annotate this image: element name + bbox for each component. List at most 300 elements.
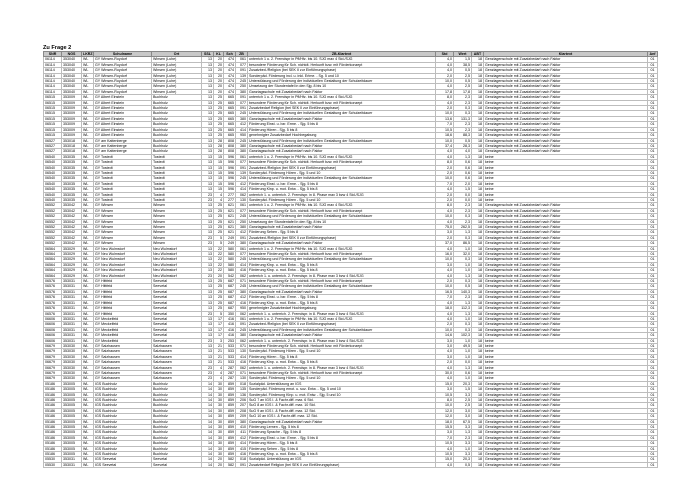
table-cell: 25 [214,284,224,289]
table-cell: 4,0 [436,100,454,105]
table-cell: 18 [472,462,484,467]
table-cell: 287 [224,376,236,381]
table-cell: Buchholz [152,381,202,386]
table-cell: 3,3 [454,441,472,446]
table-cell: 1,3 [454,430,472,435]
table-cell: 06540 [44,165,62,170]
table-cell: 665 [224,133,236,138]
table-cell: 091 [236,165,248,170]
table-cell: 67,5 [454,419,472,424]
table-cell: Winsen (Luhe) [152,62,202,67]
table-cell: 13 [202,100,214,105]
table-cell: 06576 [44,306,62,311]
table-cell: unterrich 1. u. unterrich. 2. Fremdspr. in 8. Phase max 3 bzw 4 Std./SJG [248,311,436,316]
table-cell: 06606 [44,316,62,321]
table-cell: 06540 [44,181,62,186]
column-header: Anf [649,52,656,56]
table-cell: 0,3 [454,327,472,332]
table-cell: GY Meckelfeld [94,338,152,343]
table-cell: Ganztagsschule mit Zusatzbedarf nach Faktor [248,289,436,294]
table-cell: 414 [236,187,248,192]
table-cell: Ganztagsschule mit Zusatzbedarf nach Faktor [248,333,436,338]
table-cell: 06606 [44,338,62,343]
table-cell: 353030 [62,354,82,359]
table-cell: Winsen [152,219,202,224]
table-body [44,57,658,468]
table-cell: Zusatzbedarf Religion (bei SEK II zur Einführungsphase) [248,106,436,111]
table-cell: 01 [648,333,658,338]
table-cell: 18 [472,311,484,316]
table-cell: 350 [224,311,236,316]
table-cell: keine [484,192,648,197]
table-cell: 2,3 [454,435,472,440]
table-cell: GY Winsen-Roydorf [94,79,152,84]
table-cell: Genzlagenschule mit Zusatzbedarf nach Faktor [484,246,648,251]
table-cell: 49,5 [454,343,472,348]
table-cell: 4 [214,370,224,375]
table-cell: 2,0 [436,197,454,202]
table-cell: Förderung Einst. u. bzr. Erme. - Sjg. 5 bis 8 [248,181,436,186]
table-cell: Seevetal [152,306,202,311]
table-cell: Tostedt [152,165,202,170]
table-cell: 2,3 [454,122,472,127]
data-table [43,51,658,468]
table-cell: 416 [236,452,248,457]
table-cell: Buchholz [152,149,202,154]
table-cell: 580 [224,262,236,267]
table-cell: 14 [202,419,214,424]
table-cell: 01 [648,111,658,116]
table-cell: Genzlagenschule mit Zusatzbedarf nach Faktor [484,95,648,100]
table-cell: Förderung Einst. u. bzr. Erme. - Sjg. 5 bis 8 [248,122,436,127]
table-cell: 01 [648,419,658,424]
table-cell: 139 [236,170,248,175]
table-cell: 353042 [62,219,82,224]
table-cell: 7,0 [436,122,454,127]
table-cell: 135 [236,387,248,392]
table-cell: 01 [648,338,658,343]
table-cell: genehmigter Zusatzbedarf Hochbegabung [248,306,436,311]
table-cell: 23 [202,241,214,246]
table-cell: 353005 [62,414,82,419]
table-cell: 25 [214,225,224,230]
table-cell: 18 [472,176,484,181]
table-cell: 13 [202,279,214,284]
table-cell: 859 [224,452,236,457]
table-cell: 353040 [62,68,82,73]
table-cell: Seevetal [152,289,202,294]
table-cell: GY Salzhausen [94,376,152,381]
table-cell: WL [82,116,94,121]
table-cell: 13 [202,327,214,332]
table-cell: WL [82,235,94,240]
table-cell: 05530 [44,462,62,467]
table-cell: 621 [224,208,236,213]
table-cell: 18 [472,387,484,392]
table-cell: 10,0 [436,138,454,143]
table-cell: Genzlagenschule mit Zusatzbedarf nach Faktor [484,414,648,419]
table-cell: GY Albert Einstein [94,106,152,111]
table-cell: 2,3 [454,100,472,105]
table-cell: WL [82,414,94,419]
table-cell: 3,0 [436,338,454,343]
table-cell: Buchholz [152,138,202,143]
table-cell: 28 [214,143,224,148]
table-cell: 18 [472,143,484,148]
table-cell: 277 [224,192,236,197]
table-cell: 18,0 [436,306,454,311]
table-cell: 13 [202,73,214,78]
table-cell: Genzlagenschule mit Zusatzbedarf nach Faktor [484,138,648,143]
table-cell: 353030 [62,370,82,375]
table-cell: Buchholz [152,414,202,419]
table-cell: 474 [224,73,236,78]
table-cell: 3,0 [436,230,454,235]
table-cell: GY Winsen [94,230,152,235]
table-cell: 621 [224,203,236,208]
table-cell: 353009 [62,116,82,121]
table-cell: 20 [214,73,224,78]
table-cell: 01 [648,170,658,175]
table-cell: 353035 [62,176,82,181]
table-cell: 15 [214,170,224,175]
table-cell: 20,3 [454,381,472,386]
table-cell: 01 [648,138,658,143]
table-cell: 13 [202,165,214,170]
table-cell: 14 [202,387,214,392]
table-cell: 13 [202,219,214,224]
table-cell: 353009 [62,106,82,111]
table-cell: GY Albert Einstein [94,111,152,116]
table-cell: 414 [236,127,248,132]
table-cell: besondere Förderung für Sch. nichtdt. Herkunft bzw. mit Förderkonzept [248,62,436,67]
table-cell: 30 [214,387,224,392]
table-cell: GY Neu Wulmstorf [94,246,152,251]
table-cell: 30 [214,398,224,403]
table-cell: 353009 [62,122,82,127]
table-cell: 353029 [62,246,82,251]
table-cell: 950 [236,306,248,311]
table-cell: 01 [648,160,658,165]
table-cell: WL [82,441,94,446]
table-cell: Buchholz [152,100,202,105]
table-cell: 06679 [44,360,62,365]
table-cell: Sonderpäd. Förderung Hören - Sjg. 5 und 10 [248,170,436,175]
table-cell: keine [484,349,648,354]
table-cell: 3,0 [436,430,454,435]
table-cell: 15 [214,187,224,192]
table-cell: 4,0 [436,84,454,89]
table-cell: 580 [224,246,236,251]
table-cell: 102,3 [454,333,472,338]
table-cell: 4 [214,376,224,381]
table-cell: 621 [224,214,236,219]
table-cell: 353035 [62,154,82,159]
table-cell: 2,3 [454,219,472,224]
table-cell: Genzlagenschule mit Zusatzbedarf nach Faktor [484,116,648,121]
table-cell: 353029 [62,268,82,273]
table-cell: 30 [214,452,224,457]
table-cell: WL [82,273,94,278]
table-cell: 38,5 [454,62,472,67]
table-cell: 062 [236,311,248,316]
table-cell: 474 [224,57,236,62]
table-cell: 06552 [44,219,62,224]
table-cell: WL [82,311,94,316]
table-cell: Genzlagenschule mit Zusatzbedarf nach Faktor [484,446,648,451]
table-cell: 353031 [62,338,82,343]
table-cell: GY am Kattenberge [94,138,152,143]
table-cell: Ganztagsschule mit Zusatzbedarf nach Faktor [248,419,436,424]
table-cell: GY Tostedt [94,165,152,170]
column-header: SSL [202,52,214,57]
column-header: SNR [44,52,62,57]
table-cell: 06527 [44,138,62,143]
table-cell: 13 [202,225,214,230]
table-cell: WL [82,349,94,354]
table-cell: 06564 [44,257,62,262]
table-cell: 2,0 [436,165,454,170]
table-cell: Seevetal [152,284,202,289]
table-cell: Winsen [152,241,202,246]
table-cell: 06527 [44,143,62,148]
column-header: ABT [472,52,484,57]
table-cell: unterrich 1. u. unterrich. 2. Fremdspr. in 8. Phase max 3 bzw 4 Std./SJG [248,365,436,370]
table-cell: 353018 [62,138,82,143]
table-cell: Genzlagenschule mit Zusatzbedarf nach Faktor [484,441,648,446]
table-cell: 13 [202,154,214,159]
table-cell: 353031 [62,327,82,332]
table-cell: 01 [648,122,658,127]
table-cell: 13 [202,62,214,67]
table-cell: 06679 [44,370,62,375]
table-cell: 18 [472,116,484,121]
table-cell: 01 [648,462,658,467]
table-cell: Ganztagsschule mit Zusatzbedarf nach Faktor [248,116,436,121]
table-cell: WL [82,122,94,127]
table-cell: Winsen [152,203,202,208]
table-cell: 130 [236,349,248,354]
table-cell: Seevetal [152,300,202,305]
table-cell: 01 [648,398,658,403]
table-cell: 18 [472,203,484,208]
table-cell: 05186 [44,381,62,386]
table-cell: Genzlagenschule mit Zusatzbedarf nach Faktor [484,203,648,208]
table-cell: 01 [648,116,658,121]
table-cell: Salzhausen [152,354,202,359]
table-cell: 20 [214,79,224,84]
table-cell: Genzlagenschule mit Zusatzbedarf nach Faktor [484,225,648,230]
table-cell: 25 [214,106,224,111]
table-cell: Winsen (Luhe) [152,57,202,62]
table-cell: Sonderpäd. Förderung incl. u. inkl. Erlme. - Sg. 5 und 10 [248,73,436,78]
table-cell: 13 [202,187,214,192]
table-cell: 22 [214,257,224,262]
table-cell: 18 [472,435,484,440]
table-cell: SuG 9 an IGS I. & Fachr.diff. max. 12 Std. [248,408,436,413]
table-cell: keine [484,370,648,375]
table-cell: 05186 [44,408,62,413]
table-cell: 287 [224,370,236,375]
table-cell: Ganztagsschule mit Zusatzbedarf nach Faktor [248,143,436,148]
table-cell: Salzhausen [152,360,202,365]
table-cell: 353035 [62,197,82,202]
table-cell: 18 [472,95,484,100]
table-cell: 353042 [62,230,82,235]
table-cell: Buchholz [152,392,202,397]
table-cell: 580 [224,257,236,262]
table-cell: 14 [202,462,214,467]
table-cell: SuG 7 an IGS I. & Fachr.diff. max. 6 Std. [248,398,436,403]
table-cell: 28 [214,149,224,154]
table-cell: WL [82,268,94,273]
table-cell: 4,0 [436,311,454,316]
table-cell: Genzlagenschule mit Zusatzbedarf nach Faktor [484,462,648,467]
table-cell: 474 [224,84,236,89]
table-cell: 01 [648,268,658,273]
table-cell: IGS Buchholz [94,403,152,408]
table-cell: 13 [202,84,214,89]
table-cell: 2,3 [454,95,472,100]
table-cell: 13 [202,349,214,354]
table-cell: 859 [224,381,236,386]
table-cell: 01 [648,414,658,419]
table-cell: 01 [648,73,658,78]
table-cell: 25 [214,122,224,127]
table-cell: 10,5 [436,452,454,457]
table-cell: 18 [472,430,484,435]
table-cell: Winsen [152,230,202,235]
table-cell: 2,5 [454,398,472,403]
table-cell: 3,0 [436,387,454,392]
table-cell: 0,3 [454,279,472,284]
table-cell: GY Hittfeld [94,311,152,316]
table-cell: 06552 [44,225,62,230]
table-cell: Genzlagenschule mit Zusatzbedarf nach Faktor [484,230,648,235]
table-cell: 353035 [62,165,82,170]
table-cell: WL [82,289,94,294]
table-cell: Genzlagenschule mit Zusatzbedarf nach Faktor [484,430,648,435]
table-cell: 091 [236,68,248,73]
table-cell: Genzlagenschule mit Zusatzbedarf nach Faktor [484,214,648,219]
table-cell: Genzlagenschule mit Zusatzbedarf nach Faktor [484,289,648,294]
table-cell: 13 [202,208,214,213]
table-cell: 01 [648,165,658,170]
table-cell: Neu Wulmstorf [152,252,202,257]
table-cell: 1,0 [454,268,472,273]
table-cell: 17 [214,333,224,338]
table-cell: 1,0 [454,446,472,451]
table-cell: 06564 [44,273,62,278]
table-cell: Genzlagenschule mit Zusatzbedarf nach Faktor [484,268,648,273]
table-cell: 18 [472,381,484,386]
table-cell: Förderung Einst. u. bzr. Erme. - Sjg. 5 bis 8 [248,435,436,440]
table-cell: GY Neu Wulmstorf [94,268,152,273]
table-cell: Genzlagenschule mit Zusatzbedarf nach Faktor [484,419,648,424]
table-cell: Genzlagenschule mit Zusatzbedarf nach Faktor [484,219,648,224]
table-cell: Unterstützung und Förderung der individuellen Gestaltung der Schulzeitdauer [248,214,436,219]
table-cell: WL [82,208,94,213]
table-cell: WL [82,403,94,408]
table-cell: Tostedt [152,154,202,159]
table-row [44,462,658,467]
table-cell: 30 [214,419,224,424]
table-cell: 18 [472,376,484,381]
table-cell: 1,0 [454,246,472,251]
table-cell: 262,5 [454,225,472,230]
table-cell: 0,6 [454,176,472,181]
table-cell: 2,0 [436,279,454,284]
table-cell: 18 [472,408,484,413]
table-cell: 01 [648,441,658,446]
table-cell: 18 [472,316,484,321]
table-cell: GY Albert Einstein [94,122,152,127]
table-cell: GY Hittfeld [94,284,152,289]
table-cell: Förderung Klnp. u. mot. Entw. - Sjg. 5 bis 8 [248,300,436,305]
table-cell: 859 [224,435,236,440]
table-cell: 13 [202,111,214,116]
table-cell: Genzlagenschule mit Zusatzbedarf nach Faktor [484,127,648,132]
table-cell: 950 [236,133,248,138]
table-cell: WL [82,192,94,197]
table-cell: 18 [472,62,484,67]
table-cell: Seevetal [152,327,202,332]
table-cell: 206 [236,398,248,403]
table-cell: 06552 [44,230,62,235]
table-cell: 18 [472,79,484,84]
table-cell: 22 [214,246,224,251]
table-cell: 30 [214,392,224,397]
table-cell: WL [82,68,94,73]
table-cell: 25 [214,208,224,213]
table-cell: 4,0 [436,349,454,354]
table-cell: 245 [236,214,248,219]
table-cell: Buchholz [152,408,202,413]
table-cell: 353031 [62,316,82,321]
table-cell: 01 [648,381,658,386]
table-cell: GY Neu Wulmstorf [94,257,152,262]
table-cell: 474 [224,79,236,84]
table-cell: 859 [224,419,236,424]
table-cell: 13 [202,160,214,165]
table-cell: Seevetal [152,311,202,316]
table-cell: Förderung Klnp. u. mot. Entw. - Sjg. 5 bis 8 [248,262,436,267]
table-cell: 353031 [62,306,82,311]
table-cell: Winsen (Luhe) [152,68,202,73]
table-cell: IGS Buchholz [94,387,152,392]
table-cell: 01 [648,452,658,457]
table-cell: 4,0 [436,300,454,305]
table-cell: 580 [224,252,236,257]
table-cell: 353040 [62,84,82,89]
table-cell: 2,0 [436,360,454,365]
column-header: LKRZ [83,52,93,56]
table-cell: Unterstützung und Förderung der individuellen Gestaltung der Schulzeitdauer [248,138,436,143]
table-cell: 13 [202,79,214,84]
column-header: Std [436,52,454,57]
table-cell: keine [484,343,648,348]
table-cell: 380 [236,289,248,294]
table-cell: 13 [202,246,214,251]
table-cell: Zusatzbed./Religion (bei SEK II zur Einführungsphase) [248,235,436,240]
table-cell: Genzlagenschule mit Zusatzbedarf nach Faktor [484,84,648,89]
table-cell: 596 [224,176,236,181]
table-cell: genehmigter Zusatzbedarf Hochbegabung [248,133,436,138]
table-cell: WL [82,354,94,359]
table-cell: 3,0 [454,408,472,413]
table-cell: keine [484,365,648,370]
table-cell: 0,3 [454,111,472,116]
